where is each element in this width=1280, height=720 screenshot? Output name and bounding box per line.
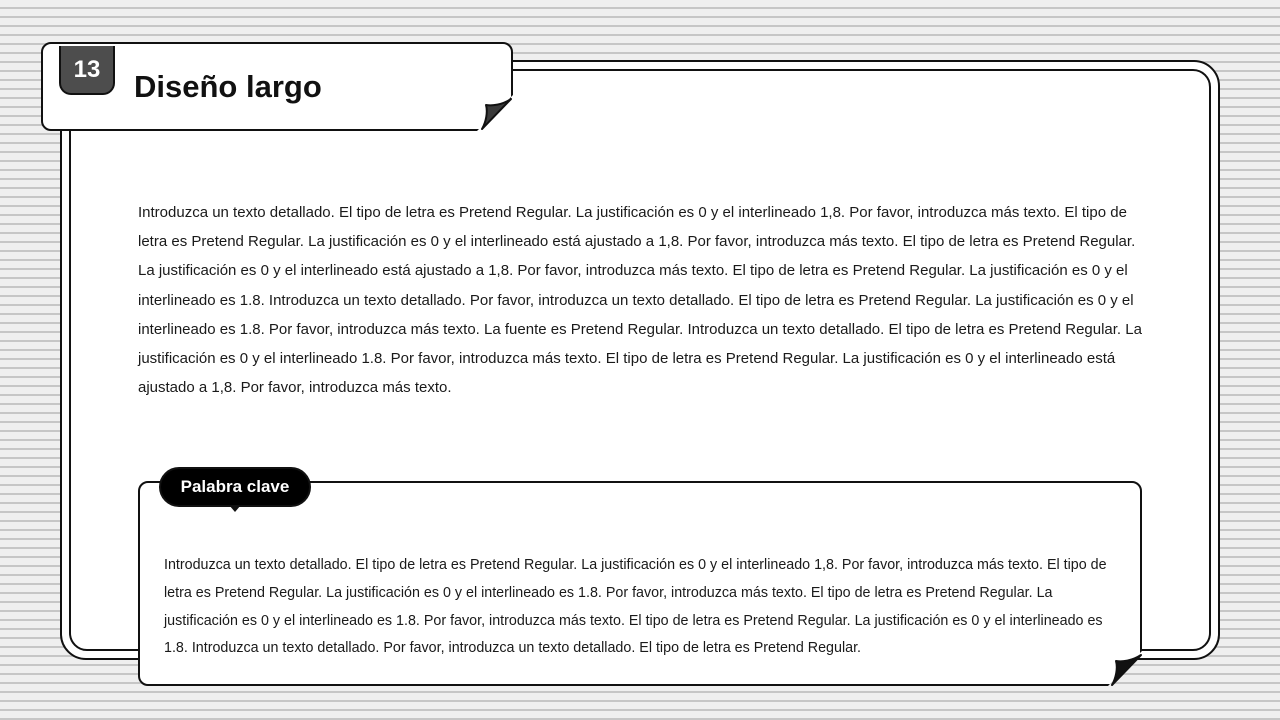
keyword-paragraph: Introduzca un texto detallado. El tipo de letra es Pretend Regular. La justificación es 0 y el interlineado 1,8. Por favor, introduzca más texto. El tipo de letra es Pretend Regular. La justificación es 0 y el interlineado es 1.8. Por favor, introduzca más texto. El tipo de letra es Pretend Regular. La justificación es 0 y el interlineado es 1.8. Por favor, introduzca más texto. El tipo de letra es Pretend Regular. La justificación es 0 y el interlineado es 1.8. Introduzca un texto detallado. Por favor, introduzca un texto detallado. El tipo de letra es Pretend Regular. — [164, 557, 1107, 657]
keyword-label: Palabra clave — [159, 467, 311, 507]
body-paragraph: Introduzca un texto detallado. El tipo de letra es Pretend Regular. La justificación es 0 y el interlineado 1,8. Por favor, introduzca más texto. El tipo de letra es Pretend Regular. La justificación es 0 y el interlineado está ajustado a 1,8. Por favor, introduzca más texto. El tipo de letra es Pretend Regular. La justificación es 0 y el interlineado está ajustado a 1,8. Por favor, introduzca más texto. El tipo de letra es Pretend Regular. La justificación es 0 y el interlineado es 1.8. Introduzca un texto detallado. Por favor, introduzca un texto detallado. El tipo de letra es Pretend Regular. La justificación es 0 y el interlineado es 1.8. Por favor, introduzca más texto. La fuente es Pretend Regular. Introduzca un texto detallado. El tipo de letra es Pretend Regular. La justificación es 0 y el interlineado 1.8. Por favor, introduzca más texto. El tipo de letra es Pretend Regular. La justificación es 0 y el interlineado está ajustado a 1,8. Por favor, introduzca más texto. — [138, 204, 1142, 397]
page-curl-icon — [1110, 653, 1142, 686]
label-pointer-icon — [229, 505, 241, 512]
slide-number-badge: 13 — [59, 46, 115, 95]
page-curl-icon — [480, 96, 512, 130]
page-title: Diseño largo — [134, 69, 322, 104]
